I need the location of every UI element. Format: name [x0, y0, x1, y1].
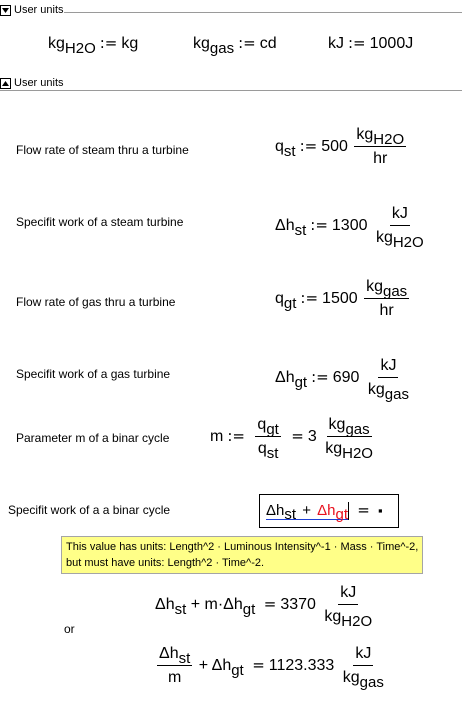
- assign-op: :=: [238, 34, 256, 52]
- frac-den: q: [257, 439, 267, 457]
- tooltip-line-2: but must have units: Length^2 · Time^-2.: [66, 557, 265, 569]
- unit-den-sub: H2O: [341, 612, 373, 630]
- unit-fraction: [364, 278, 409, 319]
- frac-num: Δh: [159, 645, 179, 662]
- unit-num: kg: [328, 416, 346, 433]
- result-expression-1[interactable]: [155, 584, 376, 630]
- selected-subexpression[interactable]: [266, 501, 349, 523]
- frac-den: m: [167, 668, 182, 686]
- var-text: kg: [193, 35, 210, 52]
- unit-num-sub: gas: [383, 283, 408, 300]
- row-label: Specifit work of a a binar cycle: [8, 503, 171, 517]
- unit-den-sub: H2O: [342, 444, 373, 462]
- var-text: Δh: [275, 216, 295, 234]
- frac-num: q: [257, 416, 267, 433]
- unit-den-sub: gas: [359, 673, 384, 691]
- or-text: or: [64, 622, 75, 636]
- unit-den-sub: gas: [384, 385, 409, 403]
- term-2-sub-error: gt: [335, 505, 349, 523]
- expression-edit-box[interactable]: [259, 494, 399, 528]
- term-2-error: Δh: [317, 501, 336, 519]
- term-fraction: [157, 645, 192, 686]
- unit-fraction: [366, 357, 411, 403]
- unit-num-sub: H2O: [373, 131, 405, 148]
- unit-def-kg-gas[interactable]: [193, 34, 277, 57]
- frac-num-sub: st: [178, 650, 191, 667]
- frac-num-sub: gt: [266, 421, 279, 438]
- result-expression-2[interactable]: [155, 645, 388, 691]
- region-rule: [0, 90, 462, 91]
- equals-op: =: [263, 594, 277, 613]
- unit-num-sub: gas: [345, 421, 370, 438]
- row-label: Parameter m of a binar cycle: [16, 431, 170, 445]
- text-cursor: [348, 502, 349, 520]
- steam-specific-work-def[interactable]: [275, 205, 428, 251]
- assign-op: :=: [300, 288, 319, 307]
- equals-op: =: [252, 655, 265, 674]
- unit-den: kg: [342, 668, 360, 686]
- expand-toggle-icon[interactable]: [0, 78, 11, 89]
- row-label: Specifit work of a steam turbine: [16, 215, 184, 229]
- plus-op: +: [190, 595, 201, 613]
- var-subscript: H2O: [64, 40, 96, 57]
- row-label: Flow rate of gas thru a turbine: [16, 295, 176, 309]
- unit-def-kg-h2o[interactable]: [48, 34, 139, 57]
- var-subscript: st: [294, 221, 307, 239]
- var-text: q: [275, 289, 284, 307]
- unit-num: kg: [356, 126, 374, 143]
- term-1: Δh: [266, 501, 285, 519]
- collapse-toggle-icon[interactable]: [0, 5, 11, 16]
- result-value: 3370: [280, 595, 316, 613]
- def-value: kg: [121, 35, 139, 52]
- def-value: 1000J: [369, 35, 414, 52]
- plus-op: +: [302, 501, 311, 519]
- tooltip-line-1: This value has units: Length^2 · Luminous Intensity^-1 · Mass · Time^-2,: [66, 541, 419, 553]
- steam-flow-rate-def[interactable]: [275, 126, 408, 167]
- var-subscript: st: [283, 142, 296, 160]
- unit-den: kg: [375, 228, 393, 246]
- assign-op: :=: [99, 34, 118, 52]
- result-value: 1123.333: [268, 656, 335, 674]
- row-label: Flow rate of steam thru a turbine: [16, 143, 189, 157]
- binary-cycle-m-def[interactable]: [210, 416, 377, 462]
- unit-den: kg: [324, 607, 342, 625]
- term-m: m·: [204, 595, 224, 613]
- equals-op: =: [357, 500, 370, 519]
- term-a-sub: st: [174, 600, 187, 618]
- unit-error-tooltip: [61, 536, 423, 574]
- region-title: User units: [14, 77, 64, 89]
- unit-fraction: [374, 205, 426, 251]
- gas-flow-rate-def[interactable]: [275, 278, 411, 319]
- unit-den-sub: H2O: [392, 233, 424, 251]
- term-a: Δh: [155, 595, 175, 613]
- value-number: 1300: [331, 216, 368, 234]
- plus-op: +: [198, 656, 209, 674]
- unit-den: hr: [379, 301, 394, 319]
- value-number: 3: [307, 427, 317, 445]
- unit-def-kj[interactable]: [328, 36, 413, 52]
- term-b-sub: gt: [242, 600, 256, 618]
- unit-num: kJ: [378, 357, 398, 378]
- var-text: kg: [48, 35, 65, 52]
- region-header-top[interactable]: [0, 4, 64, 18]
- def-value: cd: [259, 35, 277, 52]
- region-title: User units: [14, 4, 64, 16]
- gas-specific-work-def[interactable]: [275, 357, 413, 403]
- unit-num: kJ: [338, 584, 358, 605]
- assign-op: :=: [310, 215, 328, 234]
- binary-cycle-expression[interactable]: [266, 500, 383, 523]
- var-subscript: gt: [283, 294, 297, 312]
- var-text: q: [275, 137, 284, 155]
- frac-den-sub: st: [266, 444, 279, 462]
- unit-den: kg: [325, 439, 343, 457]
- unit-fraction: [322, 584, 374, 630]
- unit-fraction: [341, 645, 386, 691]
- unit-num: kJ: [353, 645, 373, 666]
- term-b: Δh: [211, 656, 232, 674]
- var-subscript: gt: [294, 373, 308, 391]
- var-text: m: [210, 427, 224, 445]
- assign-op: :=: [311, 367, 329, 386]
- unit-den: hr: [373, 149, 388, 167]
- unit-den: kg: [367, 380, 385, 398]
- assign-op: :=: [348, 34, 366, 52]
- value-number: 500: [321, 137, 348, 155]
- assign-op: :=: [227, 426, 245, 445]
- assign-op: :=: [299, 136, 318, 155]
- var-text: Δh: [275, 368, 295, 386]
- region-rule: [64, 12, 462, 13]
- value-number: 690: [332, 368, 360, 386]
- var-text: kJ: [328, 35, 344, 52]
- result-placeholder[interactable]: ▪: [377, 502, 383, 518]
- var-subscript: gas: [209, 40, 235, 57]
- region-header-bottom[interactable]: [0, 77, 64, 91]
- equals-op: =: [291, 426, 304, 445]
- unit-num: kg: [366, 278, 383, 295]
- unit-fraction: [323, 416, 375, 462]
- unit-fraction: [354, 126, 406, 167]
- ratio-fraction: [255, 416, 280, 462]
- value-number: 1500: [322, 289, 358, 307]
- row-label: Specifit work of a gas turbine: [16, 367, 171, 381]
- term-b-sub: gt: [231, 661, 244, 679]
- unit-num: kJ: [390, 205, 410, 226]
- term-b: Δh: [223, 595, 243, 613]
- term-1-sub: st: [284, 505, 297, 523]
